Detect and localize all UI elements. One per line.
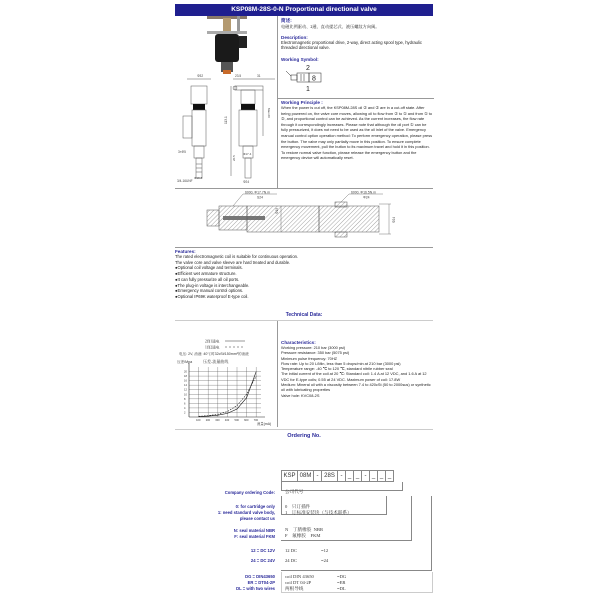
tech-line: Medium: Mineral oil with a viscosity between 7.4 to 420cSt (50 to 2000sus) or synthetic oil with lubricating properties (281, 382, 431, 393)
datasheet-page (175, 0, 433, 600)
y-tick-label: 16 (184, 379, 187, 383)
chart-xlabel: 流量(mA) (257, 422, 272, 426)
page-title: KSP08M-28S-0-N Proportional directional valve (175, 4, 433, 16)
order-label-f: F: seal material FKM (234, 534, 275, 539)
order-cn-12: 12 DC (285, 548, 298, 553)
order-cn-f: F 氟橡胶 FKM (285, 533, 321, 538)
feature-item: ●Efficient wet armature structure. (175, 271, 237, 277)
order-code-cell: - (361, 470, 370, 482)
features-label: Features: (175, 249, 196, 254)
ordering-code-row (281, 470, 405, 482)
order-label-dg: DG = DIN43650 (245, 574, 275, 579)
dim-left-2: 3×Φ5 (178, 150, 186, 154)
order-code-er: =ER (337, 580, 346, 585)
order-cn-n: N 丁腈橡胶 NBR (285, 527, 324, 532)
y-tick-label: 4 (184, 406, 186, 410)
tech-line: Minimum pulse frequency: 70HZ (281, 355, 338, 361)
order-label-company: Company ordering Code: (224, 490, 275, 495)
dim-left-1: Φ32 (197, 74, 204, 78)
tech-line: Pressure resistance: 350 bar (5075 psi) (281, 350, 350, 356)
chart-annotation: 电压: 2V, 油液: 40℃时32cSt/150mm²的油液 (179, 352, 249, 356)
legend-solid: 2到1通电 (205, 339, 220, 344)
tech-line: Flow rate: Up to 20 L/Min, less than 5 drops/min at 210 bar (3000 psi) (281, 360, 401, 366)
order-cn-1: 1 订标准安装块（与技术联系） (285, 510, 352, 515)
order-code-cell: _ (353, 470, 362, 482)
x-tick-label: 600 (244, 419, 249, 422)
callout-1b: S24 (257, 195, 264, 200)
order-label-1: 1: need standard valve body, please contact us (217, 510, 275, 521)
order-code-cell: _ (369, 470, 378, 482)
description-text: Electromagnetic proportional drive, 2-way, direct acting spool type, hydraulic threaded directional valve. (281, 39, 422, 51)
feature-item: ●It can fully pressurize all oil ports. (175, 276, 240, 282)
dim-left-3: 3/4-16UNF (177, 179, 193, 183)
order-label-er: ER = DT04-2P (247, 580, 275, 585)
dim-mid: Φ19 (275, 207, 279, 214)
order-label-0: 0: for cartridge only (235, 504, 275, 509)
dim-right-1: 23.5 (235, 74, 242, 78)
order-code-cell: - (337, 470, 346, 482)
technical-data-title: Technical Data: (285, 312, 323, 318)
y-tick-label: 6 (184, 402, 186, 406)
callout-1: 6000, Φ17.7N.m (245, 190, 270, 195)
order-label-dl: DL = with two wires (236, 586, 275, 591)
working-principle-text: When the power is out off, the KSP08M-28S oil ② and ② are in a cut-off state. After being powered on, the valve core moves, allowing oil to flow from ② to ① and from ① to ②, and proportional control can be achieved. As the current increases, the flow rate through it correspondingly increases. Please note that although the oil port ① can be fully pressurized, it does not need to be used as the oil inlet of the valve. Emergency manual control option operation method: To perform emergency operation, please press the button. The valve may only partially move in this position. To ensure complete emergency movement, pull the button to its maximum travel and hold it in this position. To restore normal valve function, please release the emergency button and the emergency device will automatically reset. (281, 105, 433, 161)
feature-item: The valve core and valve sleeve are hard treated and durable. (175, 259, 291, 265)
working-principle-label: Working Principle : (281, 100, 323, 105)
dim-right-2: 31 (257, 74, 261, 78)
order-code-dg: =DG (337, 574, 347, 579)
ordering-title: Ordering No. (287, 433, 321, 439)
x-tick-label: 200 (205, 419, 211, 422)
order-cn-company: 公司代号 (285, 489, 304, 494)
characteristics-section (281, 340, 431, 398)
dim-right-6: 20.5 (232, 155, 236, 161)
order-code-dl: =DL (337, 586, 346, 591)
dimension-drawing-right (231, 79, 275, 178)
dim-right-7: Max.60 (267, 108, 271, 118)
tech-line: Temperature range: -40 ℃ to 120 ℃, standard nitrile rubber seal (281, 366, 393, 372)
description-column (277, 16, 434, 188)
order-code-cell: _ (345, 470, 354, 482)
order-code-cell: 28S (321, 470, 338, 482)
ordering-table (175, 486, 433, 596)
order-box-coil (281, 572, 433, 593)
legend-dashed: 1到2通电 (205, 345, 220, 350)
section-drawing (187, 190, 427, 246)
svg-text:8: 8 (312, 75, 316, 83)
order-label-24: 24 = DC 24V (250, 558, 275, 563)
feature-item: The rated electromagnetic coil is suitable for continuous operation. (175, 254, 299, 259)
dim-left-4: Φ19.8 (194, 176, 203, 180)
order-code-12: =12 (321, 548, 329, 553)
order-cn-er: coil DT 04-2P (285, 580, 312, 585)
order-code-24: =24 (321, 558, 329, 563)
y-tick-label: 14 (184, 384, 187, 388)
hydraulic-symbol (281, 62, 341, 94)
order-cn-24: 24 DC (285, 558, 298, 563)
order-label-n: N: seal material NBR (233, 528, 275, 533)
overview-cn-label: 简述: (281, 18, 292, 23)
x-tick-label: 400 (224, 419, 230, 422)
y-tick-label: 20 (184, 370, 187, 374)
feature-item: ●Optional coil voltage and terminals. (175, 265, 243, 271)
order-label-12: 12 = DC 12V (250, 548, 275, 553)
x-tick-label: 300 (215, 419, 220, 422)
y-tick-label: 12 (184, 388, 187, 392)
features-section (175, 249, 433, 300)
x-tick-label: 500 (234, 419, 239, 422)
chart-title: 压差-流量曲线 (203, 359, 229, 364)
y-tick-label: 8 (184, 397, 186, 401)
working-symbol-label: Working Symbol: (281, 57, 319, 63)
symbol-port-1: 1 (306, 86, 310, 94)
product-photo (207, 16, 247, 74)
product-drawing (175, 16, 277, 188)
flow-chart (175, 321, 277, 427)
y-tick-label: 10 (184, 393, 187, 397)
order-cn-dl: 两根导线 (285, 586, 304, 591)
y-tick-label: 2 (184, 411, 186, 415)
feature-item: ●Optional IP69K waterproof E-type coil. (175, 293, 249, 299)
x-tick-label: 100 (196, 419, 201, 422)
tech-line: Working pressure: 210 bar (3000 psi) (281, 345, 346, 350)
overview-cn-text: 电磁比例驱动、2通、直动提芯式、液压螺纹方向阀。 (281, 24, 380, 29)
tech-line: Valve hole: KVC08-2S (281, 392, 320, 398)
description-label: Description: (281, 34, 308, 40)
dim-right-4: Φ24 (243, 180, 250, 184)
callout-2b: Φ24 (363, 195, 370, 200)
chart-ylabel: 压差/Mpa (177, 360, 193, 364)
feature-item: ●Emergency manual control options. (175, 288, 244, 294)
order-code-cell: KSP (281, 470, 298, 482)
dim-right-5: Φ17.4 (243, 152, 252, 156)
characteristics-label: Characteristics: (281, 340, 316, 345)
order-code-cell: _ (385, 470, 394, 482)
order-cn-dg: coil DIN 43650 (285, 574, 314, 579)
order-code-cell: 08M (297, 470, 314, 482)
order-cn-0: 0 只订插件 (285, 504, 311, 509)
symbol-port-2: 2 (306, 65, 310, 73)
tech-line: The initial current of the coil at 20 ℃: Standard coil: 1.4 A at 12 VDC, and 1.6 A at 12 VDC for E-type coils; 0.55 at 24 VDC. Maximum power of coil: 17.8W (281, 371, 427, 382)
order-code-cell: _ (377, 470, 386, 482)
callout-2: 6000, Φ16.5N.m (351, 190, 376, 195)
x-tick-label: 700 (253, 419, 259, 422)
dimension-drawing-left (183, 79, 211, 178)
dim-right-3: 113.1 (224, 116, 228, 124)
feature-item: ●The plug-in voltage is interchangeable. (175, 282, 250, 288)
order-code-cell: - (313, 470, 322, 482)
y-tick-label: 18 (184, 375, 187, 379)
dim-end: Φ24 (392, 216, 396, 223)
